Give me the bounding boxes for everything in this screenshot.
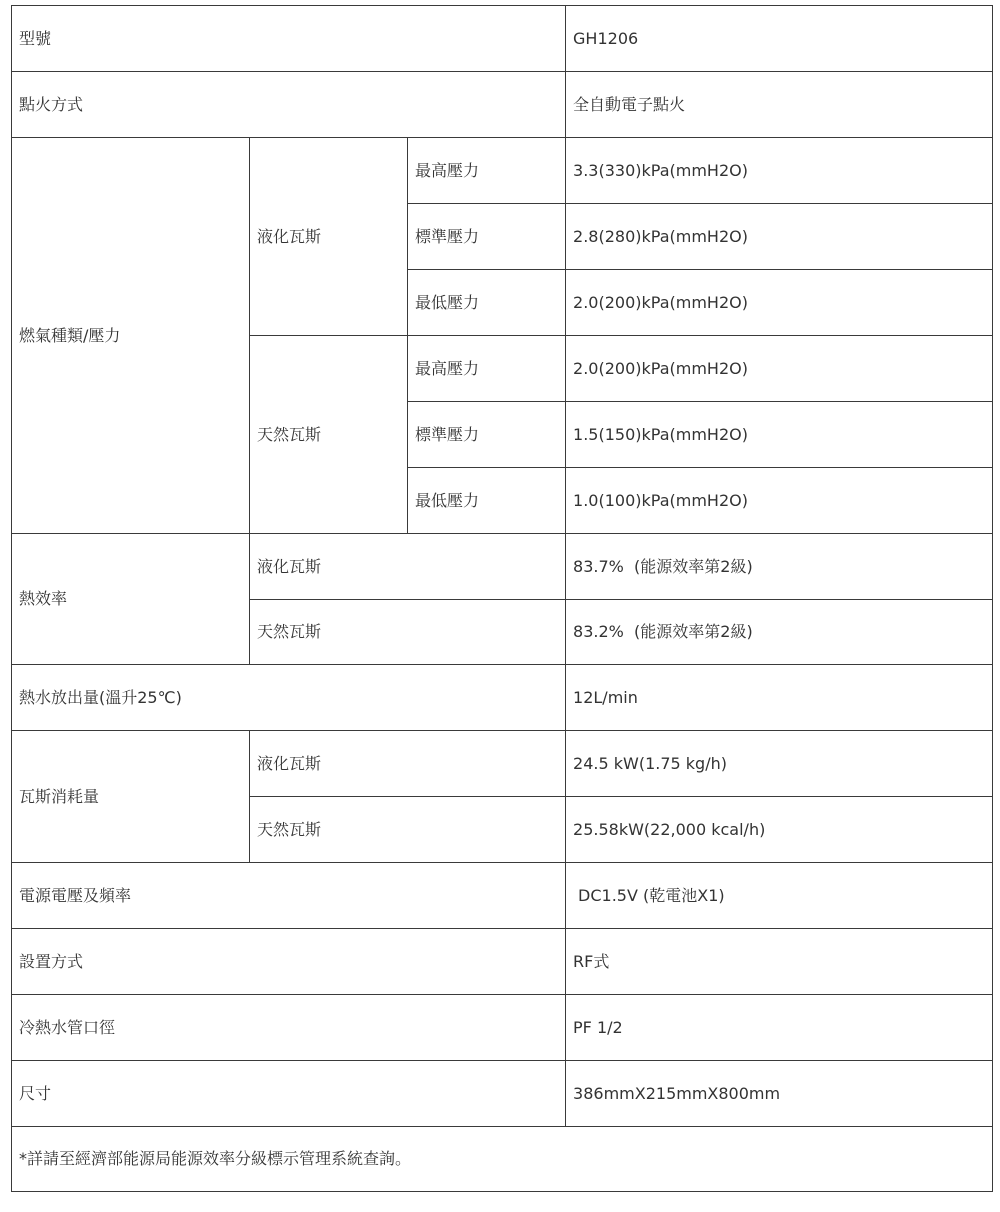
- power-label: 電源電壓及頻率: [12, 863, 566, 929]
- power-value: DC1.5V (乾電池X1): [566, 863, 993, 929]
- table-row: [12, 72, 993, 138]
- efficiency-ng-value: 83.2% (能源效率第2級): [566, 600, 993, 665]
- efficiency-ng-label: 天然瓦斯: [250, 600, 566, 665]
- gas-lpg-label: 液化瓦斯: [250, 138, 408, 336]
- pressure-row-value: 1.0(100)kPa(mmH2O): [566, 468, 993, 534]
- pressure-row-value: 2.0(200)kPa(mmH2O): [566, 336, 993, 402]
- pressure-row-value: 3.3(330)kPa(mmH2O): [566, 138, 993, 204]
- table-row: [12, 995, 993, 1061]
- table-row: [12, 929, 993, 995]
- consumption-lpg-label: 液化瓦斯: [250, 731, 566, 797]
- pressure-row-label: 最高壓力: [408, 138, 566, 204]
- table-row: [12, 731, 993, 797]
- pipe-label: 冷熱水管口徑: [12, 995, 566, 1061]
- table-row: [12, 138, 993, 204]
- size-label: 尺寸: [12, 1061, 566, 1127]
- pressure-row-label: 最高壓力: [408, 336, 566, 402]
- size-value: 386mmX215mmX800mm: [566, 1061, 993, 1127]
- pressure-row-value: 2.8(280)kPa(mmH2O): [566, 204, 993, 270]
- pressure-row-label: 標準壓力: [408, 204, 566, 270]
- ignition-label: 點火方式: [12, 72, 566, 138]
- consumption-label: 瓦斯消耗量: [12, 731, 250, 863]
- table-row: [12, 1127, 993, 1192]
- model-value: GH1206: [566, 6, 993, 72]
- consumption-ng-value: 25.58kW(22,000 kcal/h): [566, 797, 993, 863]
- pressure-row-label: 標準壓力: [408, 402, 566, 468]
- table-row: [12, 665, 993, 731]
- pressure-row-value: 2.0(200)kPa(mmH2O): [566, 270, 993, 336]
- table-row: [12, 534, 993, 600]
- consumption-lpg-value: 24.5 kW(1.75 kg/h): [566, 731, 993, 797]
- efficiency-label: 熱效率: [12, 534, 250, 665]
- pressure-row-value: 1.5(150)kPa(mmH2O): [566, 402, 993, 468]
- table-row: [12, 863, 993, 929]
- install-value: RF式: [566, 929, 993, 995]
- install-label: 設置方式: [12, 929, 566, 995]
- model-label: 型號: [12, 6, 566, 72]
- output-label: 熱水放出量(溫升25℃): [12, 665, 566, 731]
- table-row: [12, 6, 993, 72]
- pipe-value: PF 1/2: [566, 995, 993, 1061]
- gas-ng-label: 天然瓦斯: [250, 336, 408, 534]
- ignition-value: 全自動電子點火: [566, 72, 993, 138]
- consumption-ng-label: 天然瓦斯: [250, 797, 566, 863]
- spec-table: [11, 5, 993, 1192]
- table-row: [12, 1061, 993, 1127]
- pressure-row-label: 最低壓力: [408, 270, 566, 336]
- pressure-row-label: 最低壓力: [408, 468, 566, 534]
- footnote: *詳請至經濟部能源局能源效率分級標示管理系統查詢。: [12, 1127, 993, 1192]
- efficiency-lpg-label: 液化瓦斯: [250, 534, 566, 600]
- output-value: 12L/min: [566, 665, 993, 731]
- efficiency-lpg-value: 83.7% (能源效率第2級): [566, 534, 993, 600]
- gas-pressure-label: 燃氣種類/壓力: [12, 138, 250, 534]
